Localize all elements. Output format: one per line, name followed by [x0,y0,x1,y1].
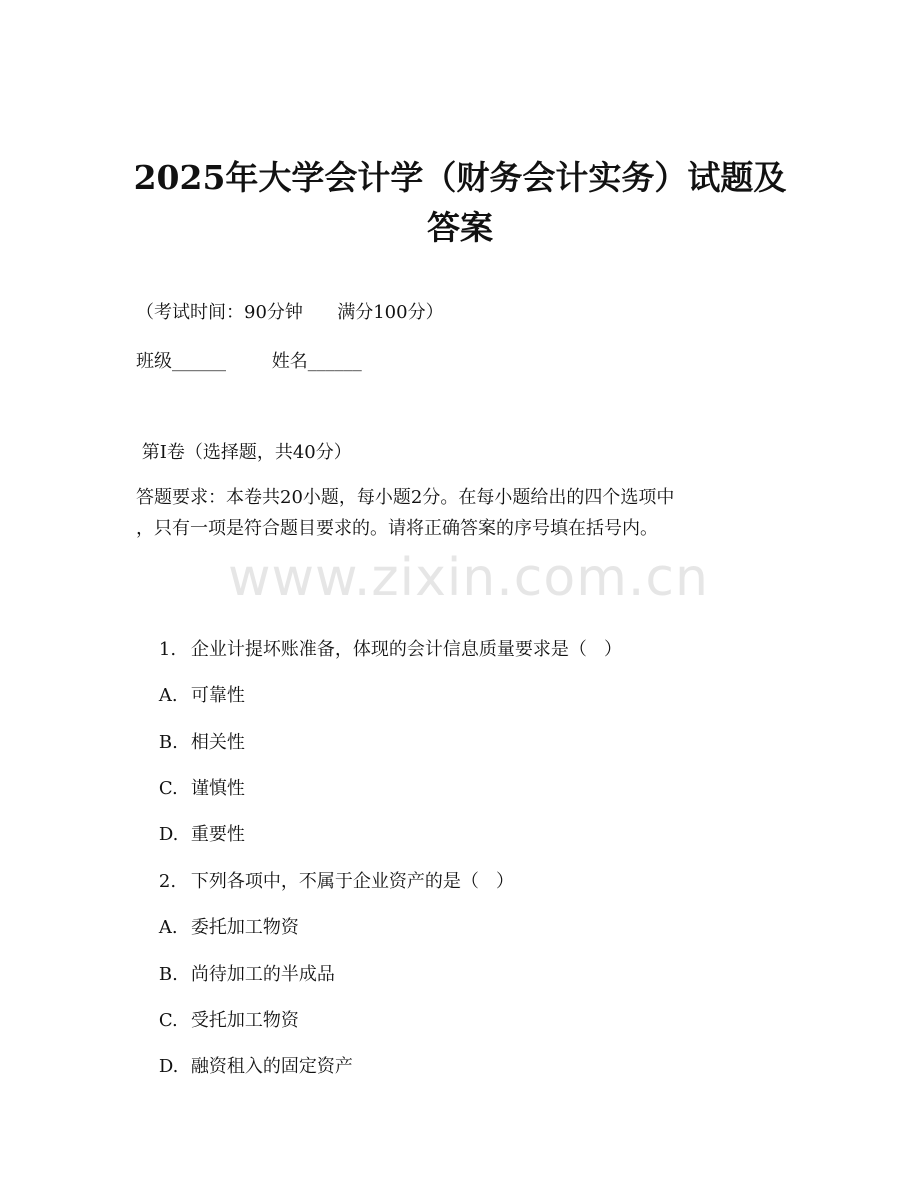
option-text: 融资租入的固定资产 [190,1056,353,1077]
watermark: www.zixin.com.cn [228,548,709,608]
option-label: A. [158,917,178,938]
instructions-line-1: 答题要求：本卷共20小题，每小题2分。在每小题给出的四个选项中 [136,487,675,508]
question-text: 下列各项中，不属于企业资产的是（ ） [190,871,515,892]
option-label: C. [158,1010,178,1031]
document-title-line-1: 2025年大学会计学（财务会计实务）试题及 [133,158,787,197]
option-label: A. [158,685,178,706]
option-text: 可靠性 [190,685,245,706]
option-text: 受托加工物资 [190,1010,299,1031]
class-name-field: 班级______ 姓名______ [136,351,362,372]
instructions-line-2: ，只有一项是符合题目要求的。请将正确答案的序号填在括号内。 [136,518,658,539]
option-text: 谨慎性 [190,778,245,799]
option-label: B. [158,732,178,753]
question-text: 企业计提坏账准备，体现的会计信息质量要求是（ ） [190,639,623,660]
exam-info: （考试时间：90分钟 满分100分） [136,302,444,323]
option-text: 重要性 [190,824,245,845]
option-label: C. [158,778,178,799]
option-label: B. [158,964,178,985]
question-2-option-d [136,1028,353,1106]
option-label: D. [158,824,179,845]
option-text: 尚待加工的半成品 [190,964,335,985]
option-text: 委托加工物资 [190,917,299,938]
question-number: 2. [158,871,177,892]
section-title: 第I卷（选择题，共40分） [136,442,352,463]
document-title-line-2: 答案 [427,208,493,247]
option-label: D. [158,1056,179,1077]
option-text: 相关性 [190,732,245,753]
question-number: 1. [158,639,177,660]
